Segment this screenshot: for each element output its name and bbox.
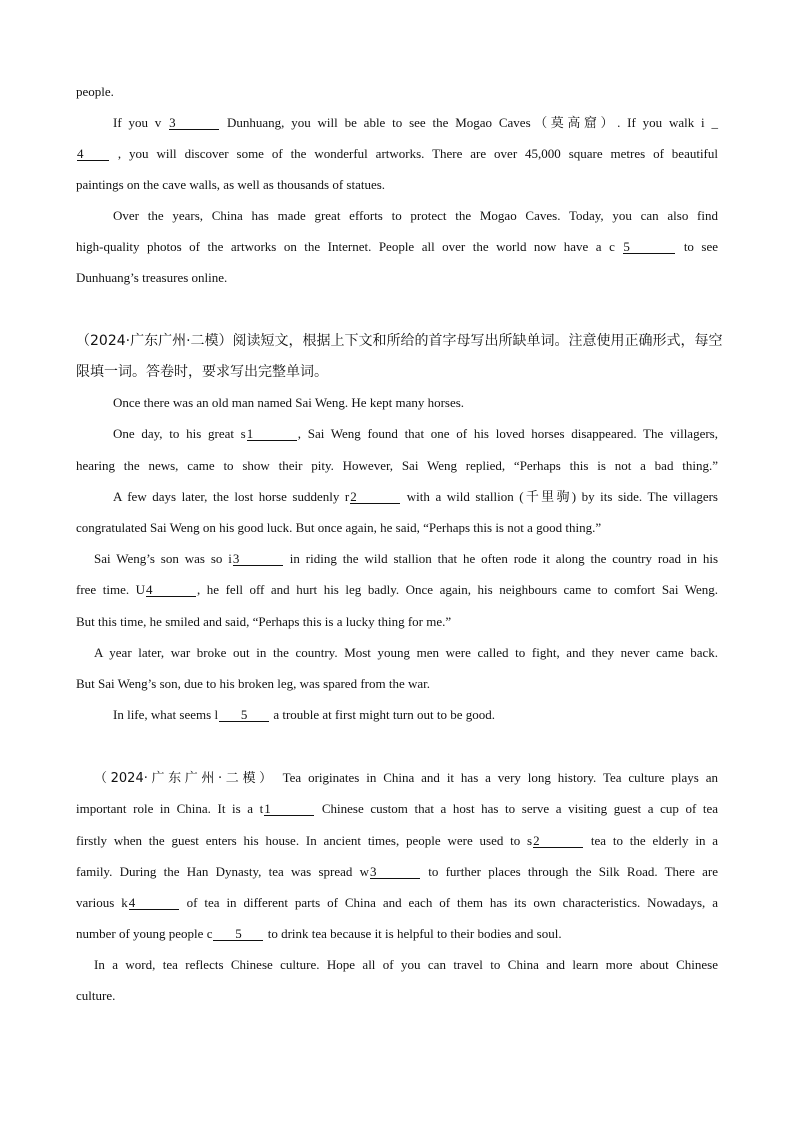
text-line: 4 , you will discover some of the wonderful artworks. There are over 45,000 square metres of beautiful	[77, 146, 718, 161]
text-line: Once there was an old man named Sai Weng. He kept many horses.	[113, 395, 465, 410]
answer-blank-5[interactable]: 5	[213, 927, 263, 941]
answer-blank-3[interactable]: 3	[233, 552, 283, 566]
text-line: high-quality photos of the artworks on the Internet. People all over the world now have a c 5 to see	[76, 239, 719, 254]
answer-blank-4[interactable]: 4	[129, 896, 179, 910]
answer-blank-1[interactable]: 1	[264, 802, 314, 816]
answer-blank-5[interactable]: 5	[623, 240, 675, 254]
text-line: firstly when the guest enters his house. In ancient times, people were used to s2 tea to the elderly in a	[76, 833, 719, 848]
text-line: paintings on the cave walls, as well as thousands of statues.	[76, 177, 386, 192]
answer-blank-4[interactable]: 4	[77, 147, 109, 161]
text-line: （2024·广东广州·二模） Tea originates in China and it has a very long history. Tea culture plays an	[94, 770, 718, 786]
question-header: 限填一词。答卷时，要求写出完整单词。	[76, 364, 328, 380]
question-header: （2024·广东广州·二模）阅读短文，根据上下文和所给的首字母写出所缺单词。注意使用正确形式，每空	[76, 333, 723, 349]
text-line: free time. U4 , he fell off and hurt his leg badly. Once again, his neighbours came to comfort Sai Weng.	[76, 582, 718, 597]
answer-blank-4[interactable]: 4	[146, 583, 196, 597]
text-line: important role in China. It is a t1 Chinese custom that a host has to serve a visiting guest a cup of tea	[76, 801, 719, 816]
text-line: congratulated Sai Weng on his good luck. But once again, he said, “Perhaps this is not a good thing.”	[76, 520, 602, 535]
text-line: But this time, he smiled and said, “Perhaps this is a lucky thing for me.”	[76, 614, 452, 629]
answer-blank-3[interactable]: 3	[370, 865, 420, 879]
answer-blank-3[interactable]: 3	[169, 116, 219, 130]
text-line: A year later, war broke out in the country. Most young men were called to fight, and they never came back.	[94, 645, 718, 660]
text-line: number of young people c 5 to drink tea because it is helpful to their bodies and soul.	[76, 926, 562, 941]
text-line: In life, what seems l 5 a trouble at first might turn out to be good.	[113, 707, 495, 722]
question-source: （2024·广东广州·二模）	[94, 771, 276, 786]
text-line: hearing the news, came to show their pity. However, Sai Weng replied, “Perhaps this is not a bad thing.”	[76, 458, 718, 473]
answer-blank-2[interactable]: 2	[350, 490, 400, 504]
answer-blank-2[interactable]: 2	[533, 834, 583, 848]
text-line: A few days later, the lost horse suddenly r2 with a wild stallion (千里驹) by its side. The villagers	[113, 489, 718, 504]
text-line: If you v 3 Dunhuang, you will be able to see the Mogao Caves（莫高窟）. If you walk i _	[113, 115, 718, 130]
text-line: In a word, tea reflects Chinese culture. Hope all of you can travel to China and learn more about Chinese	[94, 957, 718, 972]
text-line: Sai Weng’s son was so i3 in riding the wild stallion that he often rode it along the country road in his	[94, 551, 719, 566]
text-line: people.	[76, 84, 114, 99]
text-line: Over the years, China has made great efforts to protect the Mogao Caves. Today, you can also find	[113, 208, 718, 223]
text-line: culture.	[76, 988, 116, 1003]
text-line: family. During the Han Dynasty, tea was spread w3 to further places through the Silk Road. There are	[76, 864, 718, 879]
text-line: One day, to his great s1 , Sai Weng found that one of his loved horses disappeared. The villagers,	[113, 426, 718, 441]
text-line: But Sai Weng’s son, due to his broken leg, was spared from the war.	[76, 676, 430, 691]
answer-blank-1[interactable]: 1	[247, 427, 297, 441]
text-line: various k4 of tea in different parts of China and each of them has its own characteristics. Nowadays, a	[76, 895, 719, 910]
answer-blank-5[interactable]: 5	[219, 708, 269, 722]
text-line: Dunhuang’s treasures online.	[76, 270, 228, 285]
